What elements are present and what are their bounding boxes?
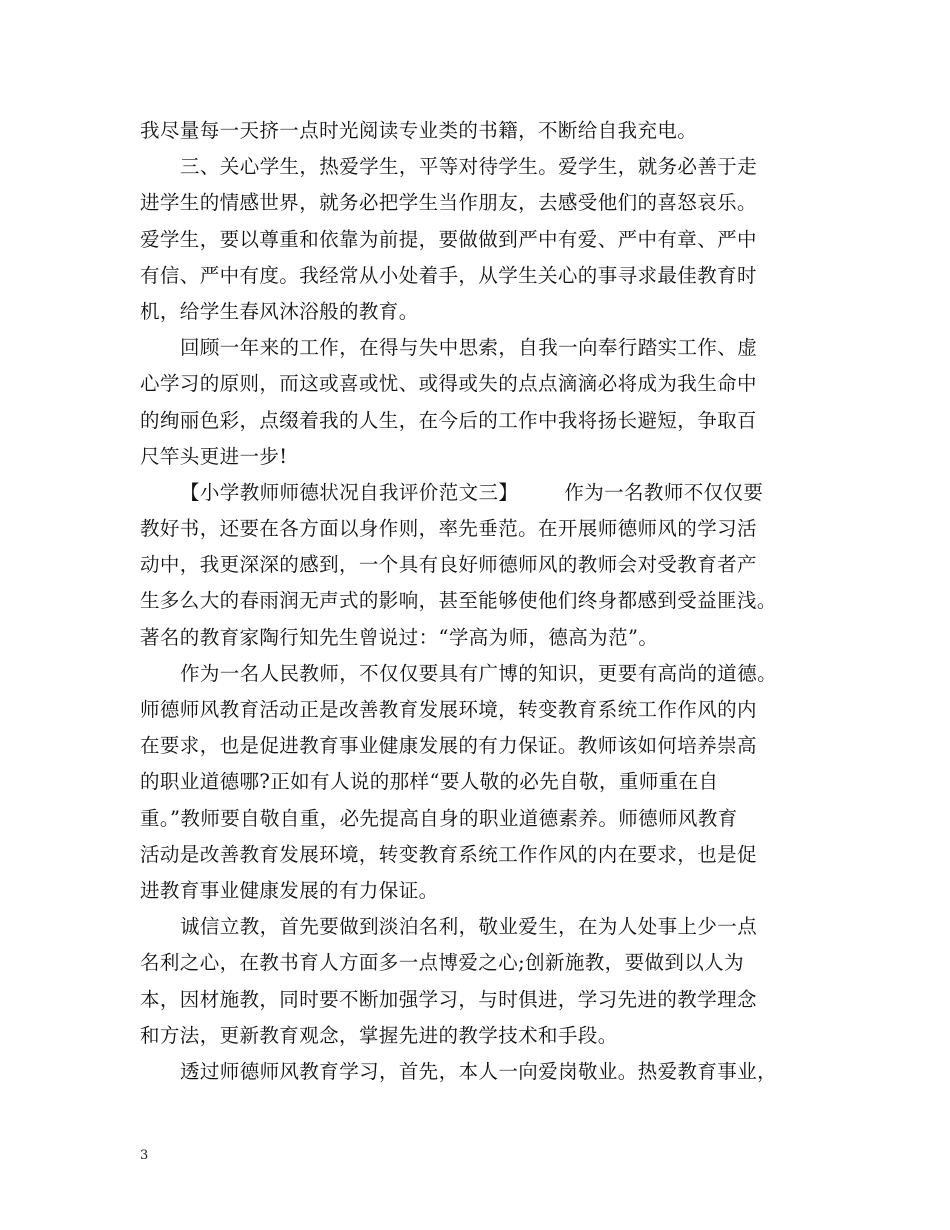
text-line [140, 764, 812, 800]
text-line-content: 的职业道德哪?正如有人说的那样“要人敬的必先自敬，重师重在自 [140, 770, 719, 794]
text-line-content: 动中，我更深深的感到，一个具有良好师德师风的教师会对受教育者产 [140, 553, 757, 577]
text-line [140, 294, 812, 330]
text-line [140, 728, 812, 764]
text-line [140, 113, 812, 149]
document-body-text [140, 113, 812, 1090]
text-line-content: 心学习的原则，而这或喜或忧、或得或失的点点滴滴必将成为我生命中 [140, 372, 757, 396]
text-line [140, 222, 812, 258]
text-line-tail: 作为一名教师不仅仅要 [564, 480, 764, 504]
text-line-content: 机，给学生春风沐浴般的教育。 [140, 299, 419, 323]
text-line [140, 801, 812, 837]
text-line-content: 回顾一年来的工作，在得与失中思索，自我一向奉行踏实工作、虚 [180, 336, 758, 360]
text-line [140, 330, 812, 366]
text-line-content: 重。”教师要自敬自重，必先提高自身的职业道德素养。师德师风教育 [140, 806, 738, 830]
text-line-content: 进教育事业健康发展的有力保证。 [140, 878, 439, 902]
text-line [140, 185, 812, 221]
text-line [140, 439, 812, 475]
text-line-content: 在要求，也是促进教育事业健康发展的有力保证。教师该如何培养崇高 [140, 734, 757, 758]
text-line-content: 教好书，还要在各方面以身作则，率先垂范。在开展师德师风的学习活 [140, 517, 757, 541]
text-line [140, 945, 812, 981]
text-line [140, 547, 812, 583]
text-line-content: 诚信立教，首先要做到淡泊名利，敬业爱生，在为人处事上少一点 [180, 915, 758, 939]
text-line-content: 本，因材施教，同时要不断加强学习，与时俱进，学习先进的教学理念 [140, 987, 757, 1011]
text-line [140, 366, 812, 402]
text-line [140, 1018, 812, 1054]
text-line-content: 三、关心学生，热爱学生，平等对待学生。爱学生，就务必善于走 [180, 155, 758, 179]
text-line-content: 和方法，更新教育观念，掌握先进的教学技术和手段。 [140, 1023, 618, 1047]
text-line-content: 的绚丽色彩，点缀着我的人生，在今后的工作中我将扬长避短，争取百 [140, 408, 757, 432]
text-line [140, 149, 812, 185]
text-line [140, 1054, 812, 1090]
text-line [140, 403, 812, 439]
text-line-content: 尺竿头更进一步! [140, 444, 288, 468]
text-line-content: 活动是改善教育发展环境，转变教育系统工作作风的内在要求，也是促 [140, 842, 757, 866]
text-line [140, 909, 812, 945]
text-line-content: 名利之心，在教书育人方面多一点博爱之心;创新施教，要做到以人为 [140, 951, 744, 975]
text-line [140, 583, 812, 619]
text-line-content: 作为一名人民教师，不仅仅要具有广博的知识，更要有高尚的道德。 [180, 661, 778, 685]
text-line-content: 有信、严中有度。我经常从小处着手，从学生关心的事寻求最佳教育时 [140, 263, 757, 287]
page-number: 3 [140, 1148, 149, 1163]
text-line-content: 进学生的情感世界，就务必把学生当作朋友，去感受他们的喜怒哀乐。 [140, 191, 757, 215]
text-line [140, 656, 812, 692]
text-line [140, 620, 812, 656]
text-line-content: 爱学生，要以尊重和依靠为前提，要做做到严中有爱、严中有章、严中 [140, 227, 757, 251]
text-line [140, 873, 812, 909]
text-line [140, 475, 812, 511]
text-line [140, 258, 812, 294]
text-line-content: 著名的教育家陶行知先生曾说过：“学高为师，德高为范”。 [140, 625, 659, 649]
text-line [140, 511, 812, 547]
text-line-content: 生多么大的春雨润无声式的影响，甚至能够使他们终身都感到受益匪浅。 [140, 589, 777, 613]
text-line-content: 透过师德师风教育学习，首先，本人一向爱岗敬业。热爱教育事业， [180, 1059, 778, 1083]
text-line [140, 982, 812, 1018]
text-line-content: 我尽量每一天挤一点时光阅读专业类的书籍，不断给自我充电。 [140, 119, 698, 142]
text-line-content: 【小学教师师德状况自我评价范文三】 [180, 480, 519, 504]
text-line [140, 692, 812, 728]
text-line [140, 837, 812, 873]
text-line-content: 师德师风教育活动正是改善教育发展环境，转变教育系统工作作风的内 [140, 698, 757, 721]
